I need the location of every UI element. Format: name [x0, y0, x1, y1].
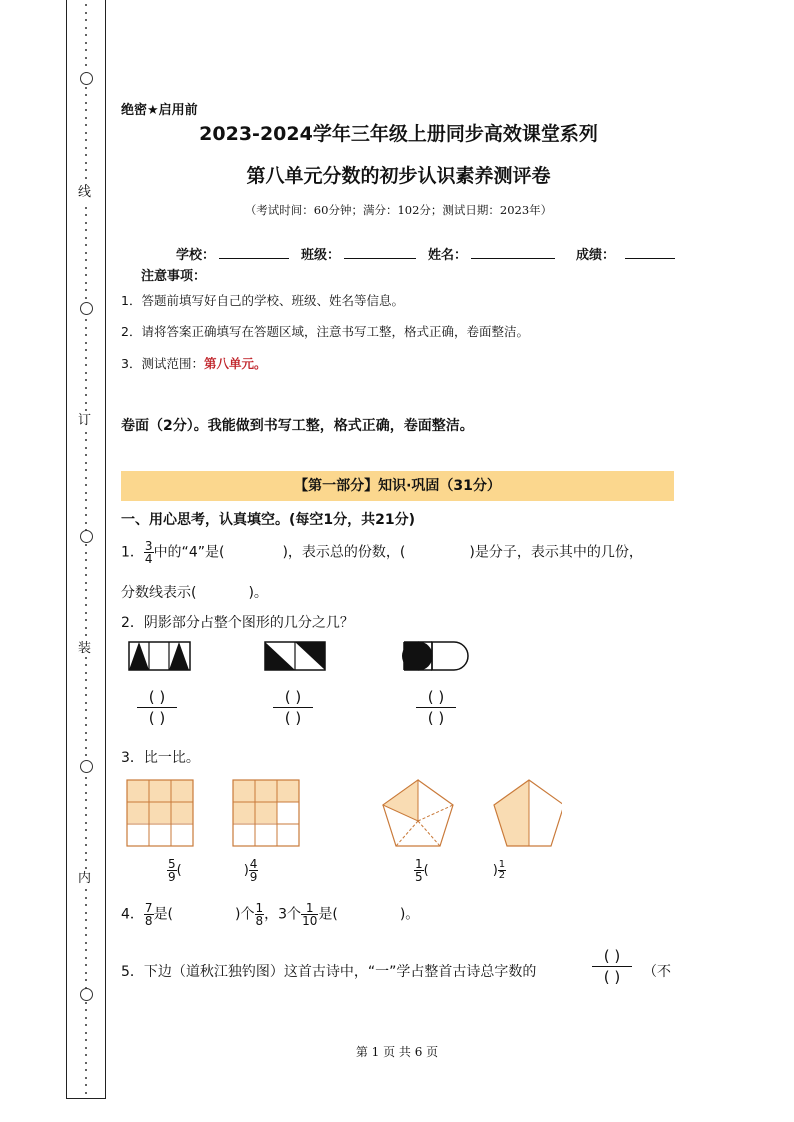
binding-circle — [80, 988, 93, 1001]
binding-dot — [85, 567, 87, 569]
binding-dot — [85, 1069, 87, 1071]
q2-shape-semicircles — [402, 642, 468, 670]
binding-dot — [85, 342, 87, 344]
q3-paren-open-2: ( — [423, 863, 429, 878]
binding-dot — [85, 267, 87, 269]
q1-line2-a: 分数线表示( — [121, 585, 197, 601]
q1-text-b: )，表示总的份数，( — [282, 544, 406, 561]
binding-dot — [85, 252, 87, 254]
binding-dot — [85, 139, 87, 141]
q1-number: 1． — [121, 544, 144, 561]
binding-dot — [85, 439, 87, 441]
binding-dot — [85, 814, 87, 816]
binding-dot — [85, 102, 87, 104]
neatness-statement: 卷面（2分）。我能做到书写工整，格式正确，卷面整洁。 — [121, 418, 474, 434]
binding-label-nei: 内 — [78, 871, 92, 886]
q3-frac-4-9-den: 9 — [249, 870, 258, 884]
binding-dot — [85, 1024, 87, 1026]
binding-dot — [85, 357, 87, 359]
q4-frac-1-10 — [301, 902, 318, 927]
binding-dot — [85, 334, 87, 336]
binding-dot — [85, 207, 87, 209]
binding-circle — [80, 760, 93, 773]
binding-dot — [85, 619, 87, 621]
q2-answer-2-num: ( ) — [284, 688, 302, 706]
q3-pentagon-half — [494, 780, 562, 846]
q4-text-1: 是( — [153, 906, 174, 923]
binding-dot — [85, 477, 87, 479]
q2-shape-triangles — [129, 642, 190, 670]
binding-dot — [85, 1084, 87, 1086]
q5-tail: （不 — [643, 964, 671, 980]
binding-dot — [85, 42, 87, 44]
q2-answer-1-num: ( ) — [148, 688, 166, 706]
binding-dot — [85, 484, 87, 486]
question-4 — [121, 902, 419, 927]
binding-dot — [85, 672, 87, 674]
name-field[interactable] — [471, 244, 555, 259]
binding-dot — [85, 297, 87, 299]
binding-dot — [85, 154, 87, 156]
q3-frac-1-5 — [414, 858, 424, 883]
secret-label: 绝密★启用前 — [121, 103, 198, 118]
notes-title: 注意事项： — [141, 269, 207, 284]
note-item-3-prefix: 3．测试范围： — [121, 356, 204, 371]
binding-dot — [85, 244, 87, 246]
binding-dot — [85, 822, 87, 824]
binding-dot — [85, 372, 87, 374]
q3-shapes — [122, 777, 562, 849]
binding-dot — [85, 214, 87, 216]
binding-dot — [85, 282, 87, 284]
binding-dot — [85, 229, 87, 231]
binding-dot — [85, 799, 87, 801]
q2-answer-3-num: ( ) — [427, 688, 445, 706]
section-banner: 【第一部分】知识·巩固（31分） — [121, 471, 674, 501]
binding-circle — [80, 72, 93, 85]
q3-frac-5-9-num: 5 — [168, 857, 176, 871]
note-item-3 — [121, 354, 266, 372]
binding-dot — [85, 957, 87, 959]
binding-dot — [85, 1002, 87, 1004]
binding-dot — [85, 124, 87, 126]
binding-dot — [85, 1092, 87, 1094]
q4-text-2: )个 — [235, 906, 255, 923]
binding-dot — [85, 754, 87, 756]
binding-dot — [85, 747, 87, 749]
binding-dot — [85, 904, 87, 906]
binding-dot — [85, 942, 87, 944]
q4-text-4: 是( — [318, 906, 338, 923]
binding-dot — [85, 177, 87, 179]
binding-dot — [85, 859, 87, 861]
binding-dot — [85, 949, 87, 951]
binding-dot — [85, 732, 87, 734]
q3-grid-2 — [233, 780, 299, 846]
binding-dot — [85, 574, 87, 576]
q4-frac-1-10-num: 1 — [301, 902, 318, 915]
binding-dot — [85, 927, 87, 929]
score-field[interactable] — [625, 244, 675, 259]
binding-dot — [85, 589, 87, 591]
binding-dot — [85, 717, 87, 719]
binding-dot — [85, 544, 87, 546]
q2-answer-1-den: ( ) — [148, 709, 166, 727]
q1-text-a: 中的“4”是( — [153, 544, 225, 561]
q3-frac-5-9-den: 9 — [168, 870, 176, 884]
binding-dot — [85, 147, 87, 149]
binding-dot — [85, 469, 87, 471]
binding-dot — [85, 687, 87, 689]
class-label: 班级： — [301, 248, 341, 263]
class-field[interactable] — [344, 244, 416, 259]
binding-dot — [85, 94, 87, 96]
binding-circle — [80, 302, 93, 315]
q5-answer-num: ( ) — [603, 947, 621, 965]
binding-dot — [85, 507, 87, 509]
binding-dot — [85, 402, 87, 404]
q4-frac-7-8-num: 7 — [144, 901, 153, 915]
binding-dot — [85, 552, 87, 554]
q3-frac-1-2 — [498, 860, 506, 881]
binding-dot — [85, 349, 87, 351]
binding-dot — [85, 49, 87, 51]
binding-dot — [85, 132, 87, 134]
score-label: 成绩： — [576, 248, 616, 263]
note-item-1: 1．答题前填写好自己的学校、班级、姓名等信息。 — [121, 293, 404, 308]
binding-dot — [85, 867, 87, 869]
q1-fraction — [144, 540, 154, 565]
binding-dot — [85, 259, 87, 261]
q3-pentagon-fifths — [383, 780, 453, 846]
binding-dot — [85, 1017, 87, 1019]
binding-dot — [85, 934, 87, 936]
name-label: 姓名： — [428, 248, 468, 263]
binding-dot — [85, 919, 87, 921]
binding-dot — [85, 387, 87, 389]
binding-dot — [85, 1039, 87, 1041]
note-item-2: 2．请将答案正确填写在答题区域，注意书写工整，格式正确，卷面整洁。 — [121, 324, 529, 339]
question-5: 5．下边（道秋江独钓图）这首古诗中，“一”学占整首古诗总字数的 — [121, 964, 537, 980]
binding-label-xian: 线 — [78, 185, 92, 200]
question-2: 2．阴影部分占整个图形的几分之几？ — [121, 615, 354, 631]
test-range: 第八单元。 — [203, 356, 267, 371]
binding-dot — [85, 394, 87, 396]
binding-dot — [85, 289, 87, 291]
binding-dot — [85, 57, 87, 59]
q4-frac-1-10-den: 10 — [302, 914, 318, 928]
binding-dotted-line — [86, 0, 87, 1098]
binding-dot — [85, 709, 87, 711]
binding-dot — [85, 852, 87, 854]
binding-dot — [85, 87, 87, 89]
binding-dot — [85, 64, 87, 66]
binding-dot — [85, 1009, 87, 1011]
binding-dot — [85, 912, 87, 914]
binding-dot — [85, 829, 87, 831]
q1-frac-num: 3 — [144, 539, 153, 553]
q3-paren-open-1: ( — [176, 863, 182, 878]
binding-dot — [85, 237, 87, 239]
binding-dot — [85, 454, 87, 456]
binding-dot — [85, 889, 87, 891]
school-label: 学校： — [176, 248, 216, 263]
binding-dot — [85, 1032, 87, 1034]
q3-frac-1-2-den: 2 — [498, 870, 506, 881]
binding-dot — [85, 807, 87, 809]
binding-dot — [85, 559, 87, 561]
binding-dot — [85, 169, 87, 171]
binding-dot — [85, 514, 87, 516]
q3-frac-1-5-den: 5 — [415, 870, 423, 884]
binding-dot — [85, 409, 87, 411]
binding-dot — [85, 844, 87, 846]
page-subtitle: 第八单元分数的初步认识素养测评卷 — [246, 165, 551, 187]
q2-answer-3[interactable] — [416, 688, 456, 727]
binding-dot — [85, 492, 87, 494]
binding-dot — [85, 109, 87, 111]
q1-line2-b: )。 — [248, 585, 268, 601]
binding-dot — [85, 964, 87, 966]
binding-dot — [85, 739, 87, 741]
binding-dot — [85, 777, 87, 779]
q2-answer-3-den: ( ) — [427, 709, 445, 727]
q4-frac-1-8-num: 1 — [255, 901, 264, 915]
binding-dot — [85, 319, 87, 321]
q4-frac-1-8-den: 8 — [255, 914, 264, 928]
binding-dot — [85, 222, 87, 224]
binding-dot — [85, 364, 87, 366]
question-1-line-2 — [121, 582, 268, 602]
q4-frac-7-8-den: 8 — [144, 914, 153, 928]
binding-dot — [85, 27, 87, 29]
binding-dot — [85, 792, 87, 794]
binding-dot — [85, 432, 87, 434]
q2-shapes — [126, 640, 486, 674]
binding-dot — [85, 972, 87, 974]
q3-frac-1-2-num: 1 — [498, 859, 506, 870]
binding-dot — [85, 582, 87, 584]
binding-dot — [85, 634, 87, 636]
binding-dot — [85, 1062, 87, 1064]
binding-dot — [85, 784, 87, 786]
q3-frac-4-9 — [249, 858, 259, 883]
binding-dot — [85, 837, 87, 839]
q3-compare-2 — [414, 858, 506, 883]
binding-dot — [85, 604, 87, 606]
q2-answer-1[interactable] — [137, 688, 177, 727]
binding-label-ding: 订 — [78, 413, 92, 428]
binding-dot — [85, 664, 87, 666]
binding-dot — [85, 679, 87, 681]
binding-dot — [85, 162, 87, 164]
q2-answer-2-den: ( ) — [284, 709, 302, 727]
q1-text-c: )是分子，表示其中的几份， — [469, 544, 643, 561]
q3-compare-1 — [167, 858, 258, 883]
binding-dot — [85, 379, 87, 381]
binding-dot — [85, 522, 87, 524]
binding-dot — [85, 12, 87, 14]
question-1 — [121, 540, 643, 565]
q5-answer-den: ( ) — [603, 968, 621, 986]
q2-answer-2[interactable] — [273, 688, 313, 727]
page-footer: 第 1 页 共 6 页 — [355, 1045, 439, 1059]
q3-grid-1 — [127, 780, 193, 846]
question-3: 3．比一比。 — [121, 750, 200, 766]
binding-dot — [85, 462, 87, 464]
binding-circle — [80, 530, 93, 543]
binding-dot — [85, 724, 87, 726]
q3-frac-4-9-num: 4 — [249, 857, 258, 871]
binding-dot — [85, 34, 87, 36]
q1-frac-den: 4 — [144, 552, 153, 566]
q4-text-5: )。 — [399, 906, 420, 923]
binding-dot — [85, 627, 87, 629]
exam-info: （考试时间：60分钟；满分：102分；测试日期：2023年） — [244, 203, 553, 217]
binding-dot — [85, 117, 87, 119]
binding-dot — [85, 612, 87, 614]
binding-dot — [85, 1077, 87, 1079]
binding-label-zhuang: 装 — [78, 641, 92, 656]
q3-paren-close-2: ) — [492, 863, 498, 878]
binding-dot — [85, 274, 87, 276]
q3-frac-5-9 — [167, 858, 177, 883]
school-field[interactable] — [219, 244, 289, 259]
binding-dot — [85, 979, 87, 981]
binding-dot — [85, 694, 87, 696]
binding-dot — [85, 19, 87, 21]
binding-dot — [85, 447, 87, 449]
q4-frac-1-8 — [255, 902, 265, 927]
q3-frac-1-5-num: 1 — [415, 857, 423, 871]
q3-paren-close-1: ) — [243, 863, 249, 878]
q4-text-3: ，3个 — [264, 906, 302, 923]
q5-answer[interactable] — [592, 947, 632, 986]
section1-heading: 一、用心思考，认真填空。(每空1分，共21分) — [121, 512, 416, 528]
q4-frac-7-8 — [144, 902, 154, 927]
q4-number: 4． — [121, 906, 144, 923]
binding-dot — [85, 499, 87, 501]
page-title: 2023-2024学年三年级上册同步高效课堂系列 — [199, 123, 598, 145]
binding-dot — [85, 897, 87, 899]
binding-dot — [85, 597, 87, 599]
binding-dot — [85, 702, 87, 704]
binding-dot — [85, 327, 87, 329]
q2-shape-diagonals — [265, 642, 325, 670]
binding-dot — [85, 4, 87, 6]
